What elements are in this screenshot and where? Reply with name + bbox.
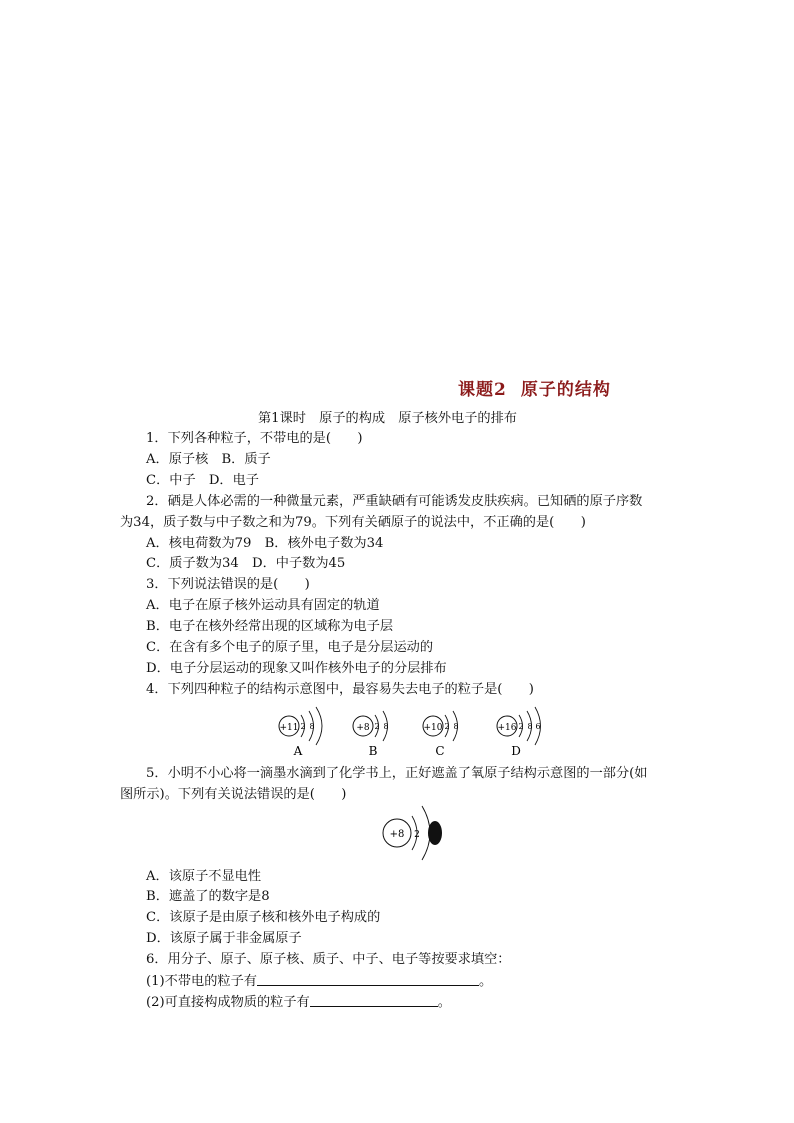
lesson-name: 原子的结构 (520, 380, 611, 400)
q3-option-b: B．电子在核外经常出现的区域称为电子层 (146, 619, 394, 634)
shell-count: 8 (453, 722, 459, 731)
q4-atom-diagrams (270, 705, 560, 763)
diagram-label: C (435, 744, 445, 758)
diagram-label: D (511, 744, 521, 758)
q6-part2 (146, 994, 451, 1011)
nucleus-charge: +11 (279, 723, 299, 733)
q3-option-c: C．在含有多个电子的原子里，电子是分层运动的 (146, 640, 434, 655)
q5-option-b: B．遮盖了的数字是8 (146, 889, 270, 904)
shell-count: 2 (414, 830, 420, 840)
q1-options-ab: A．原子核 B．质子 (146, 452, 271, 467)
nucleus-charge: +16 (497, 723, 517, 733)
q5-option-c: C．该原子是由原子核和核外电子构成的 (146, 910, 381, 925)
q1-options-cd: C．中子 D．电子 (146, 473, 259, 488)
q6-part1 (146, 973, 492, 990)
atom-diagram-b (353, 711, 389, 758)
shell-count: 8 (527, 722, 533, 731)
q2-options-ab: A．核电荷数为79 B．核外电子数为34 (146, 536, 384, 551)
shell-count: 8 (383, 722, 389, 731)
q2-options-cd: C．质子数为34 D．中子数为45 (146, 556, 346, 571)
answer-blank-1[interactable] (257, 973, 479, 986)
nucleus-charge: +10 (423, 723, 443, 733)
shell-count: 8 (309, 722, 315, 731)
diagram-label: A (293, 744, 303, 758)
q5-stem-line1: 5．小明不小心将一滴墨水滴到了化学书上，正好遮盖了氧原子结构示意图的一部分(如 (146, 766, 648, 781)
shell-count: 2 (300, 722, 306, 731)
lesson-subtitle: 第1课时 原子的构成 原子核外电子的排布 (258, 411, 517, 426)
shell-count: 6 (535, 722, 541, 731)
lesson-title (458, 375, 611, 400)
shell-count: 2 (444, 722, 450, 731)
q6-stem: 6．用分子、原子、原子核、质子、中子、电子等按要求填空： (146, 952, 511, 967)
q6-part1-prefix: (1)不带电的粒子有 (146, 974, 257, 989)
q5-option-a: A．该原子不显电性 (146, 869, 262, 884)
q5-option-d: D．该原子属于非金属原子 (146, 931, 302, 946)
atom-diagram-c (423, 711, 459, 758)
q4-stem: 4．下列四种粒子的结构示意图中，最容易失去电子的粒子是( ) (146, 682, 534, 697)
q6-part2-suffix: 。 (437, 995, 451, 1010)
ink-blot (428, 821, 442, 845)
atom-diagram-d (497, 707, 541, 758)
q3-option-d: D．电子分层运动的现象又叫作核外电子的分层排布 (146, 661, 447, 676)
diagram-label: B (368, 744, 378, 758)
nucleus-charge: +8 (356, 723, 370, 733)
shell-count: 2 (374, 722, 380, 731)
q5-oxygen-diagram (378, 802, 448, 868)
shell-count: 2 (518, 722, 524, 731)
lesson-number: 课题2 (458, 380, 507, 400)
atom-diagram-a (279, 707, 322, 758)
q2-stem-line1: 2．硒是人体必需的一种微量元素，严重缺硒有可能诱发皮肤疾病。已知硒的原子序数 (146, 494, 643, 509)
q5-stem-line2: 图所示)。下列有关说法错误的是( ) (120, 787, 347, 802)
q3-stem: 3．下列说法错误的是( ) (146, 577, 310, 592)
q2-stem-line2: 为34，质子数与中子数之和为79。下列有关硒原子的说法中，不正确的是( ) (120, 515, 586, 530)
q3-option-a: A．电子在原子核外运动具有固定的轨道 (146, 598, 380, 613)
q6-part2-prefix: (2)可直接构成物质的粒子有 (146, 995, 310, 1010)
q1-stem: 1．下列各种粒子，不带电的是( ) (146, 431, 363, 446)
nucleus-charge: +8 (389, 829, 405, 840)
answer-blank-2[interactable] (310, 994, 438, 1007)
q6-part1-suffix: 。 (479, 974, 493, 989)
